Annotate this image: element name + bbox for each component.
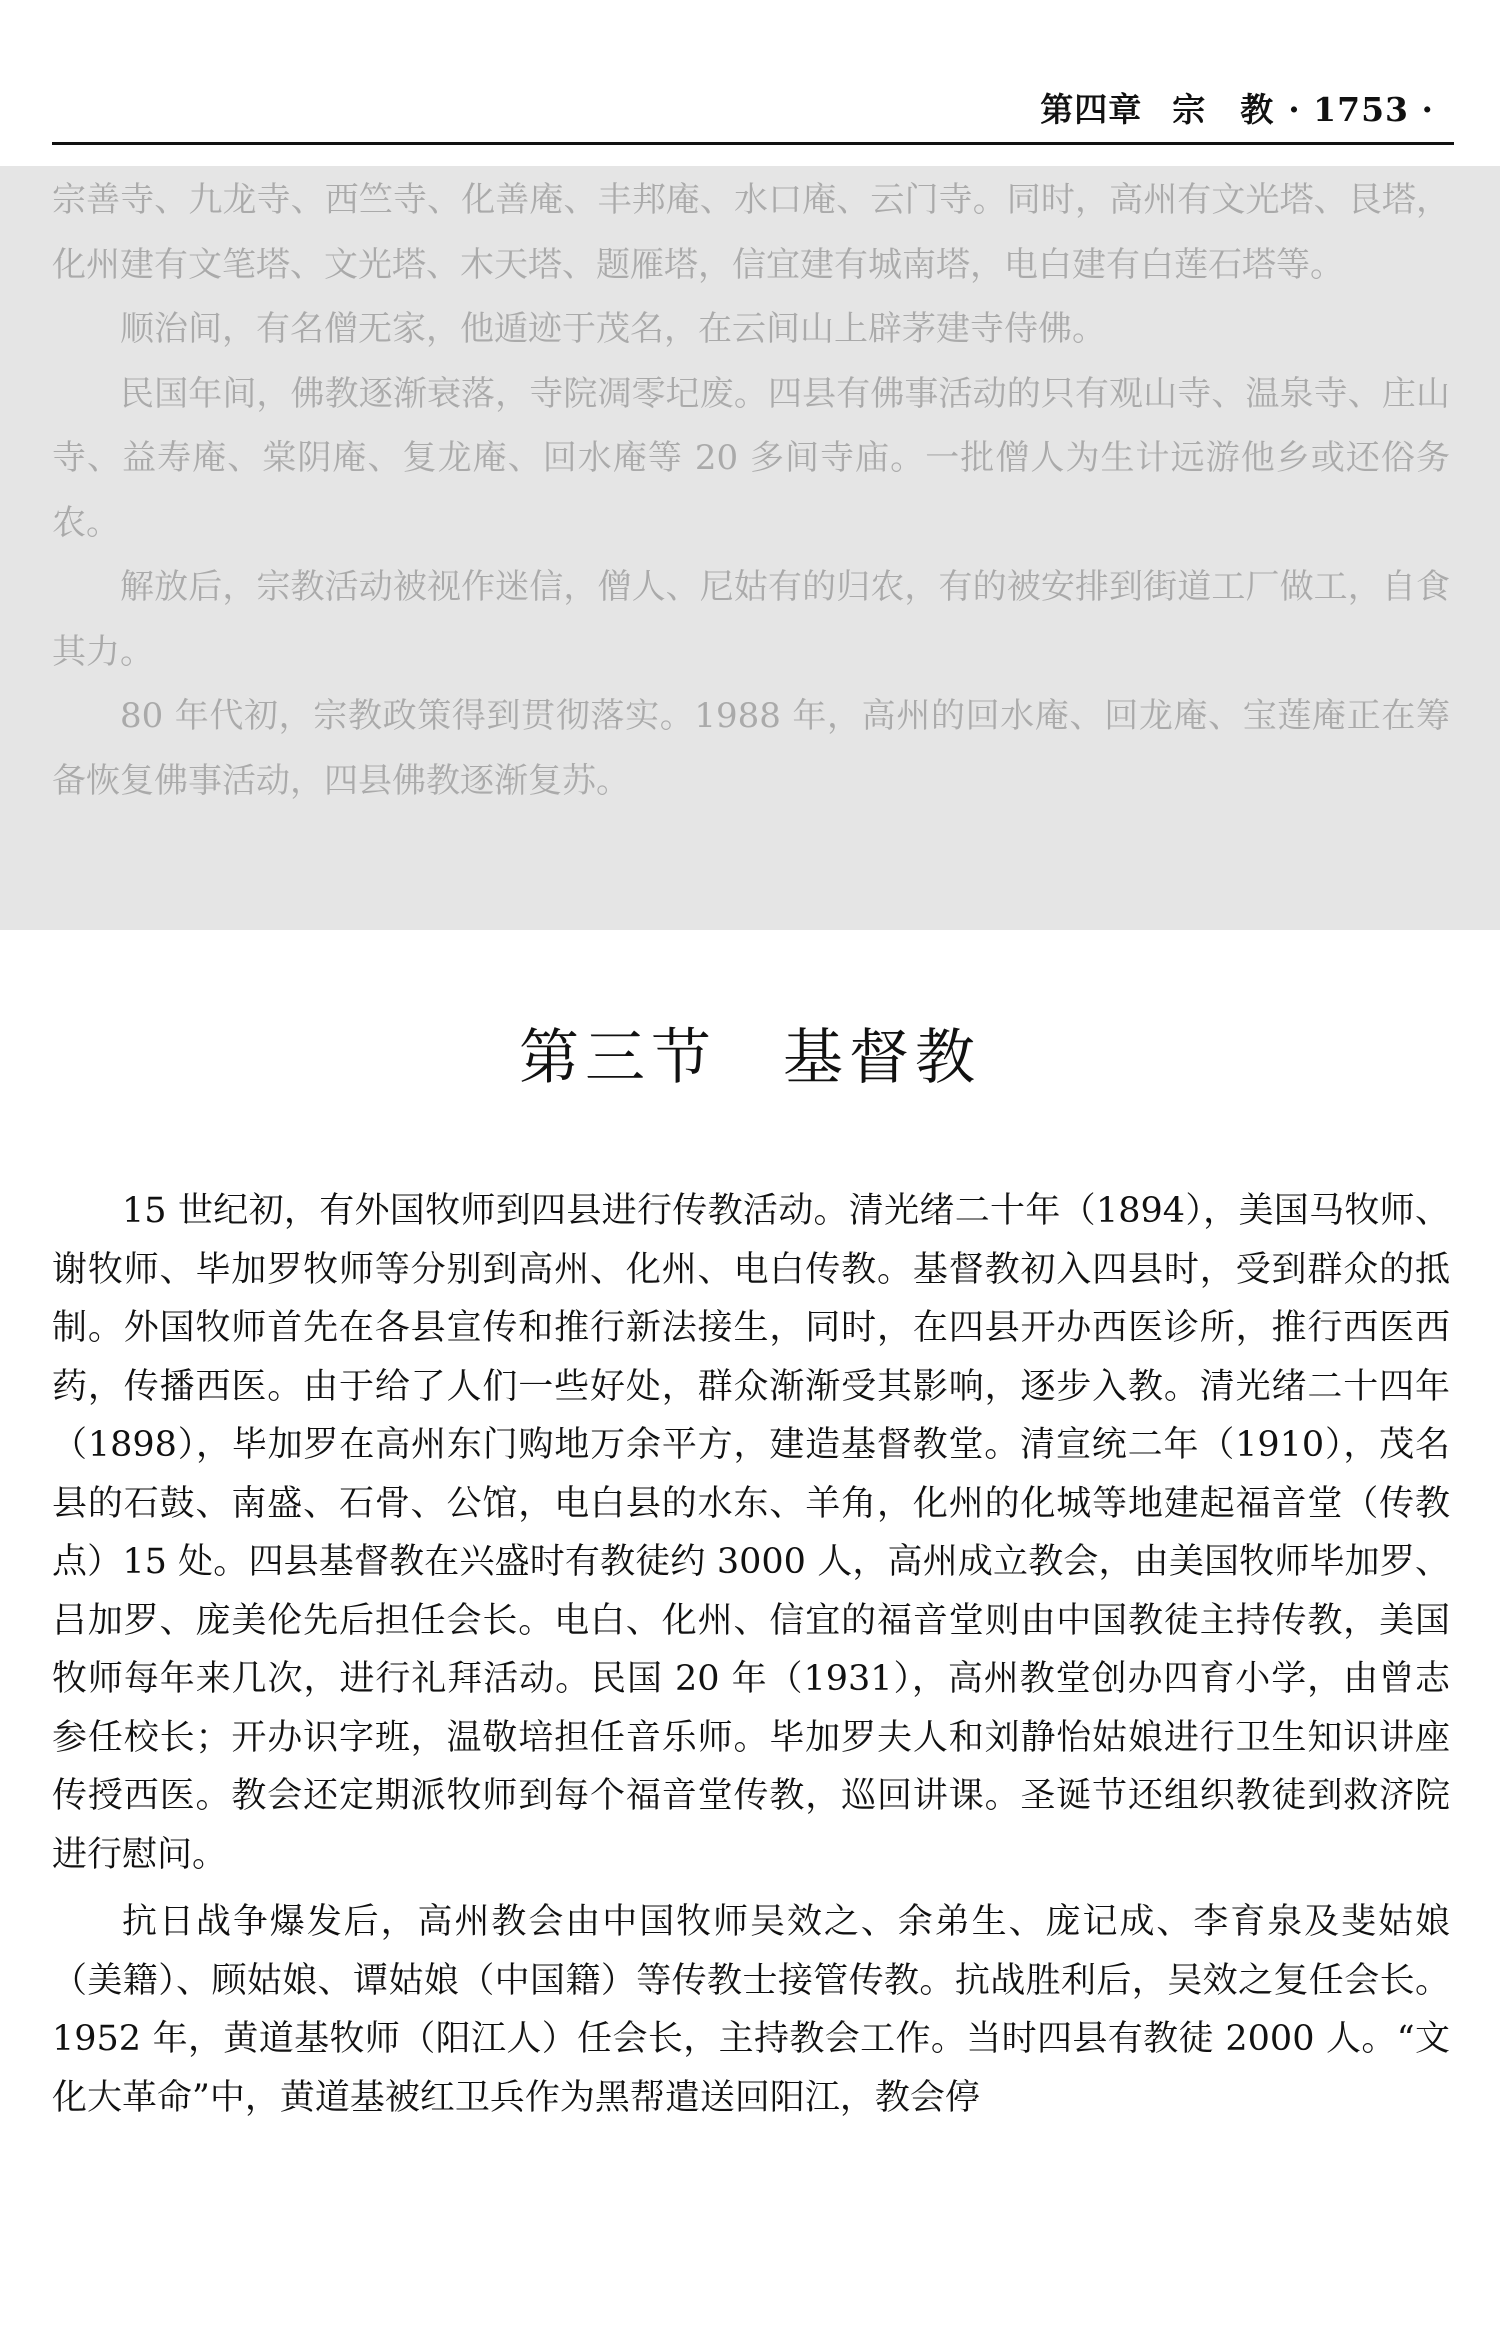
- running-head: [1040, 84, 1434, 131]
- page-number: · 1753 ·: [1288, 90, 1434, 129]
- body-paragraph: 抗日战争爆发后，高州教会由中国牧师吴效之、余弟生、庞记成、李育泉及斐姑娘（美籍）、顾姑娘、谭姑娘（中国籍）等传教士接管传教。抗战胜利后，吴效之复任会长。1952 年，黄道基牧师（阳江人）任会长，主持教会工作。当时四县有教徒 2000 人。“文化大革命”中，黄道基被红卫兵作为黑帮遣送回阳江，教会停: [52, 1902, 1450, 2118]
- previous-paragraph: 顺治间，有名僧无家，他遁迹于茂名，在云间山上辟茅建寺侍佛。: [120, 309, 1106, 349]
- section-body: [52, 1182, 1450, 2127]
- previous-paragraph: 宗善寺、九龙寺、西竺寺、化善庵、丰邦庵、水口庵、云门寺。同时，高州有文光塔、艮塔，化州建有文笔塔、文光塔、木天塔、题雁塔，信宜建有城南塔，电白建有白莲石塔等。: [52, 180, 1450, 285]
- previous-section-text: [52, 168, 1450, 813]
- previous-paragraph: 80 年代初，宗教政策得到贯彻落实。1988 年，高州的回水庵、回龙庵、宝莲庵正在筹备恢复佛事活动，四县佛教逐渐复苏。: [52, 696, 1450, 801]
- section-label: 宗 教: [1172, 90, 1275, 129]
- previous-paragraph: 解放后，宗教活动被视作迷信，僧人、尼姑有的归农，有的被安排到街道工厂做工，自食其力。: [52, 567, 1450, 672]
- page-header: [52, 84, 1454, 145]
- body-paragraph: 15 世纪初，有外国牧师到四县进行传教活动。清光绪二十年（1894），美国马牧师、谢牧师、毕加罗牧师等分别到高州、化州、电白传教。基督教初入四县时，受到群众的抵制。外国牧师首先在各县宣传和推行新法接生，同时，在四县开办西医诊所，推行西医西药，传播西医。由于给了人们一些好处，群众渐渐受其影响，逐步入教。清光绪二十四年（1898），毕加罗在高州东门购地万余平方，建造基督教堂。清宣统二年（1910），茂名县的石鼓、南盛、石骨、公馆，电白县的水东、羊角，化州的化城等地建起福音堂（传教点）15 处。四县基督教在兴盛时有教徒约 3000 人，高州成立教会，由美国牧师毕加罗、吕加罗、庞美伦先后担任会长。电白、化州、信宜的福音堂则由中国教徒主持传教，美国牧师每年来几次，进行礼拜活动。民国 20 年（1931），高州教堂创办四育小学，由曾志参任校长；开办识字班，温敬培担任音乐师。毕加罗夫人和刘静怡姑娘进行卫生知识讲座传授西医。教会还定期派牧师到每个福音堂传教，巡回讲课。圣诞节还组织教徒到救济院进行慰问。: [52, 1191, 1450, 1875]
- previous-paragraph: 民国年间，佛教逐渐衰落，寺院凋零圮废。四县有佛事活动的只有观山寺、温泉寺、庄山寺、益寿庵、棠阴庵、复龙庵、回水庵等 20 多间寺庙。一批僧人为生计远游他乡或还俗务农。: [52, 373, 1450, 543]
- section-title: 第三节 基督教: [519, 1023, 981, 1093]
- chapter-label: 第四章: [1040, 90, 1143, 129]
